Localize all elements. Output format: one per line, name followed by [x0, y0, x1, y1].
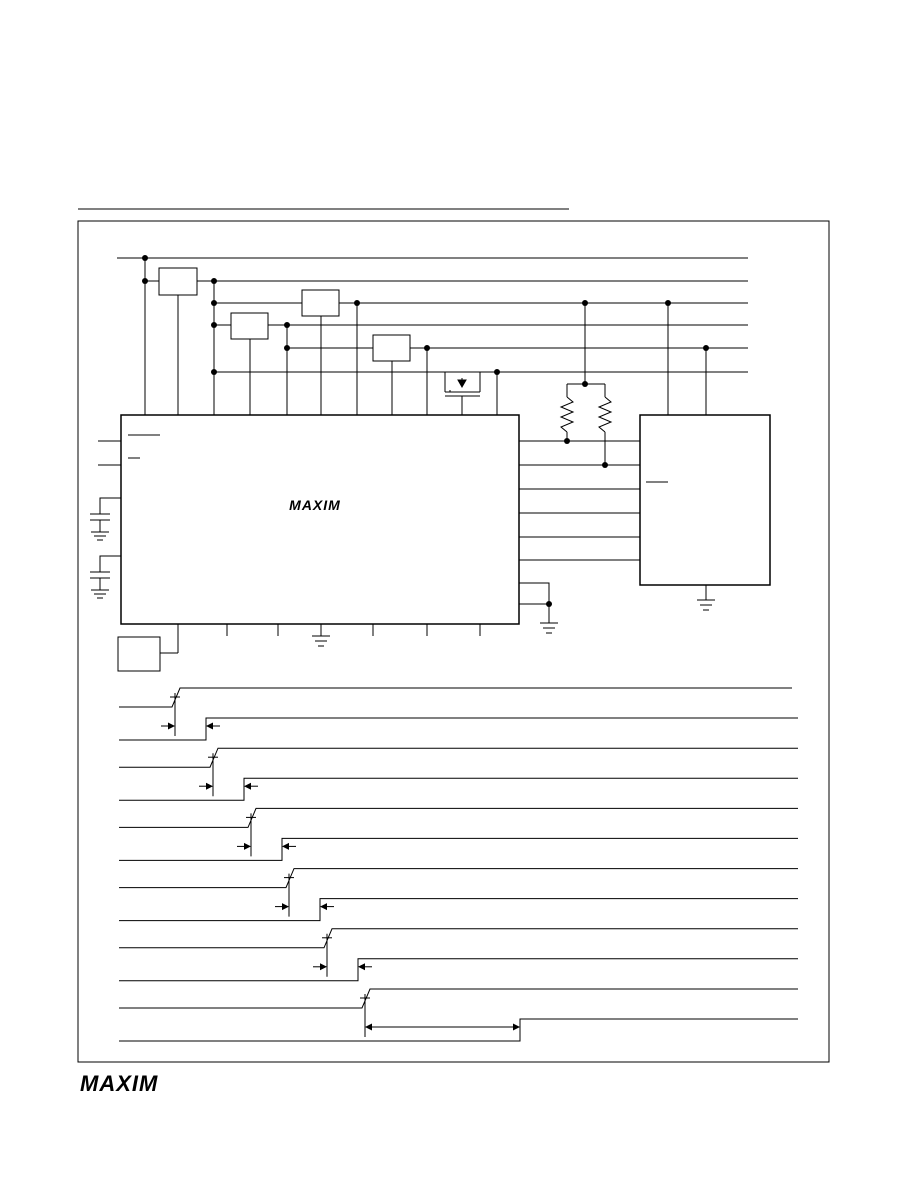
timing-ramp-2 [119, 748, 798, 767]
timing-step-2 [119, 778, 798, 800]
pullup-resistor-1 [561, 397, 573, 432]
regulator-box-1 [159, 268, 197, 295]
ground-symbol-right-main [540, 623, 558, 633]
schematic [90, 258, 770, 671]
timing-delay-arrow-out-2-head [244, 783, 251, 790]
main-ic-ground-link [519, 583, 549, 623]
junction-dots [142, 255, 709, 607]
timing-diagram [119, 688, 798, 1041]
timing-long-delay-head-left [365, 1024, 372, 1031]
timing-step-6 [119, 1019, 798, 1041]
timing-step-3 [119, 838, 798, 860]
capacitor-1 [90, 498, 121, 540]
timing-delay-arrow-in-4-head [282, 903, 289, 910]
timing-step-5 [119, 959, 798, 981]
timing-delay-arrow-in-3-head [244, 843, 251, 850]
main-ic-logo: MAXIM [289, 497, 341, 513]
timing-long-delay-head-right [513, 1024, 520, 1031]
timing-delay-arrow-out-4-head [320, 903, 327, 910]
ground-symbol-main [312, 636, 330, 646]
footer-logo: MAXIM [80, 1071, 159, 1096]
timing-delay-arrow-out-3-head [282, 843, 289, 850]
timing-delay-arrow-out-1-head [206, 723, 213, 730]
timing-delay-arrow-in-1-head [168, 723, 175, 730]
figure-frame [78, 221, 829, 1062]
timing-step-1 [119, 718, 798, 740]
regulator-box-2 [302, 290, 339, 316]
main-ic-block [121, 415, 519, 624]
regulator-box-3 [231, 313, 268, 339]
timing-ramp-3 [119, 808, 798, 827]
timing-step-4 [119, 899, 798, 921]
timing-delay-arrow-out-5-head [358, 963, 365, 970]
capacitor-2 [90, 556, 121, 598]
timing-ramp-6 [119, 989, 798, 1008]
secondary-ic-block [640, 415, 770, 585]
external-block [118, 637, 160, 671]
timing-ramp-1 [119, 688, 792, 707]
timing-ramp-5 [119, 929, 798, 948]
mosfet-switch [445, 372, 480, 415]
timing-delay-arrow-in-2-head [206, 783, 213, 790]
regulator-box-4 [373, 335, 410, 361]
ground-symbol-secondary [697, 600, 715, 610]
pullup-resistor-2 [599, 397, 611, 432]
timing-ramp-4 [119, 869, 798, 888]
timing-delay-arrow-in-5-head [320, 963, 327, 970]
